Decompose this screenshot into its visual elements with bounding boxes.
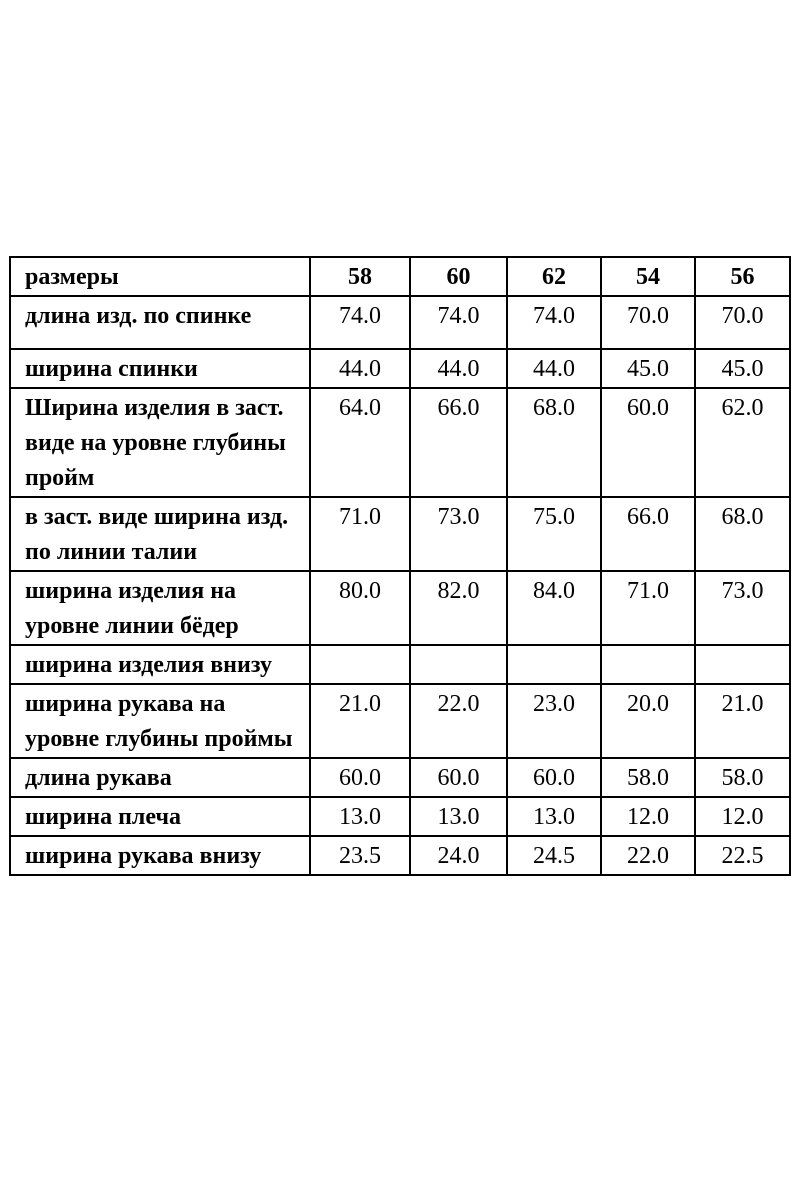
value-cell: 73.0 [410, 497, 507, 571]
value-cell: 71.0 [601, 571, 695, 645]
value-cell: 71.0 [310, 497, 410, 571]
value-cell: 66.0 [601, 497, 695, 571]
row-label-cell: ширина спинки [10, 349, 310, 388]
size-chart-table [9, 256, 791, 876]
row-label-cell: в заст. виде ширина изд. по линии талии [10, 497, 310, 571]
value-cell: 58.0 [601, 758, 695, 797]
value-cell: 70.0 [601, 296, 695, 349]
table-row [10, 296, 790, 349]
value-cell [410, 645, 507, 684]
value-cell [310, 645, 410, 684]
row-label-cell: длина изд. по спинке [10, 296, 310, 349]
header-label-cell: размеры [10, 257, 310, 296]
value-cell: 13.0 [507, 797, 601, 836]
value-cell: 82.0 [410, 571, 507, 645]
value-cell: 66.0 [410, 388, 507, 497]
row-label-cell: длина рукава [10, 758, 310, 797]
value-cell: 68.0 [695, 497, 790, 571]
value-cell: 22.0 [601, 836, 695, 875]
value-cell: 62.0 [695, 388, 790, 497]
value-cell: 44.0 [507, 349, 601, 388]
value-cell: 45.0 [695, 349, 790, 388]
value-cell: 21.0 [310, 684, 410, 758]
value-cell: 12.0 [695, 797, 790, 836]
header-size-cell: 62 [507, 257, 601, 296]
value-cell: 45.0 [601, 349, 695, 388]
value-cell: 84.0 [507, 571, 601, 645]
value-cell: 23.0 [507, 684, 601, 758]
table-row [10, 645, 790, 684]
value-cell: 22.5 [695, 836, 790, 875]
value-cell: 60.0 [310, 758, 410, 797]
value-cell: 21.0 [695, 684, 790, 758]
value-cell: 74.0 [410, 296, 507, 349]
value-cell: 60.0 [507, 758, 601, 797]
row-label-cell: ширина рукава на уровне глубины проймы [10, 684, 310, 758]
row-label-cell: ширина изделия внизу [10, 645, 310, 684]
value-cell: 13.0 [410, 797, 507, 836]
value-cell: 60.0 [410, 758, 507, 797]
row-label-cell: Ширина изделия в заст. виде на уровне глубины пройм [10, 388, 310, 497]
value-cell: 60.0 [601, 388, 695, 497]
header-size-cell: 60 [410, 257, 507, 296]
table-row [10, 758, 790, 797]
value-cell: 74.0 [310, 296, 410, 349]
value-cell: 13.0 [310, 797, 410, 836]
value-cell: 12.0 [601, 797, 695, 836]
value-cell [695, 645, 790, 684]
table-row [10, 797, 790, 836]
value-cell: 22.0 [410, 684, 507, 758]
value-cell: 23.5 [310, 836, 410, 875]
table-row [10, 388, 790, 497]
header-size-cell: 56 [695, 257, 790, 296]
value-cell: 80.0 [310, 571, 410, 645]
value-cell: 75.0 [507, 497, 601, 571]
table-row [10, 684, 790, 758]
value-cell: 68.0 [507, 388, 601, 497]
header-size-cell: 58 [310, 257, 410, 296]
value-cell: 20.0 [601, 684, 695, 758]
row-label-cell: ширина плеча [10, 797, 310, 836]
table-row [10, 836, 790, 875]
value-cell: 44.0 [410, 349, 507, 388]
table-row [10, 571, 790, 645]
table-header-row [10, 257, 790, 296]
value-cell: 24.0 [410, 836, 507, 875]
value-cell: 73.0 [695, 571, 790, 645]
header-size-cell: 54 [601, 257, 695, 296]
row-label-cell: ширина изделия на уровне линии бёдер [10, 571, 310, 645]
value-cell: 24.5 [507, 836, 601, 875]
value-cell: 44.0 [310, 349, 410, 388]
row-label-cell: ширина рукава внизу [10, 836, 310, 875]
value-cell: 64.0 [310, 388, 410, 497]
value-cell: 58.0 [695, 758, 790, 797]
value-cell: 70.0 [695, 296, 790, 349]
value-cell [601, 645, 695, 684]
value-cell: 74.0 [507, 296, 601, 349]
value-cell [507, 645, 601, 684]
table-row [10, 497, 790, 571]
table-row [10, 349, 790, 388]
